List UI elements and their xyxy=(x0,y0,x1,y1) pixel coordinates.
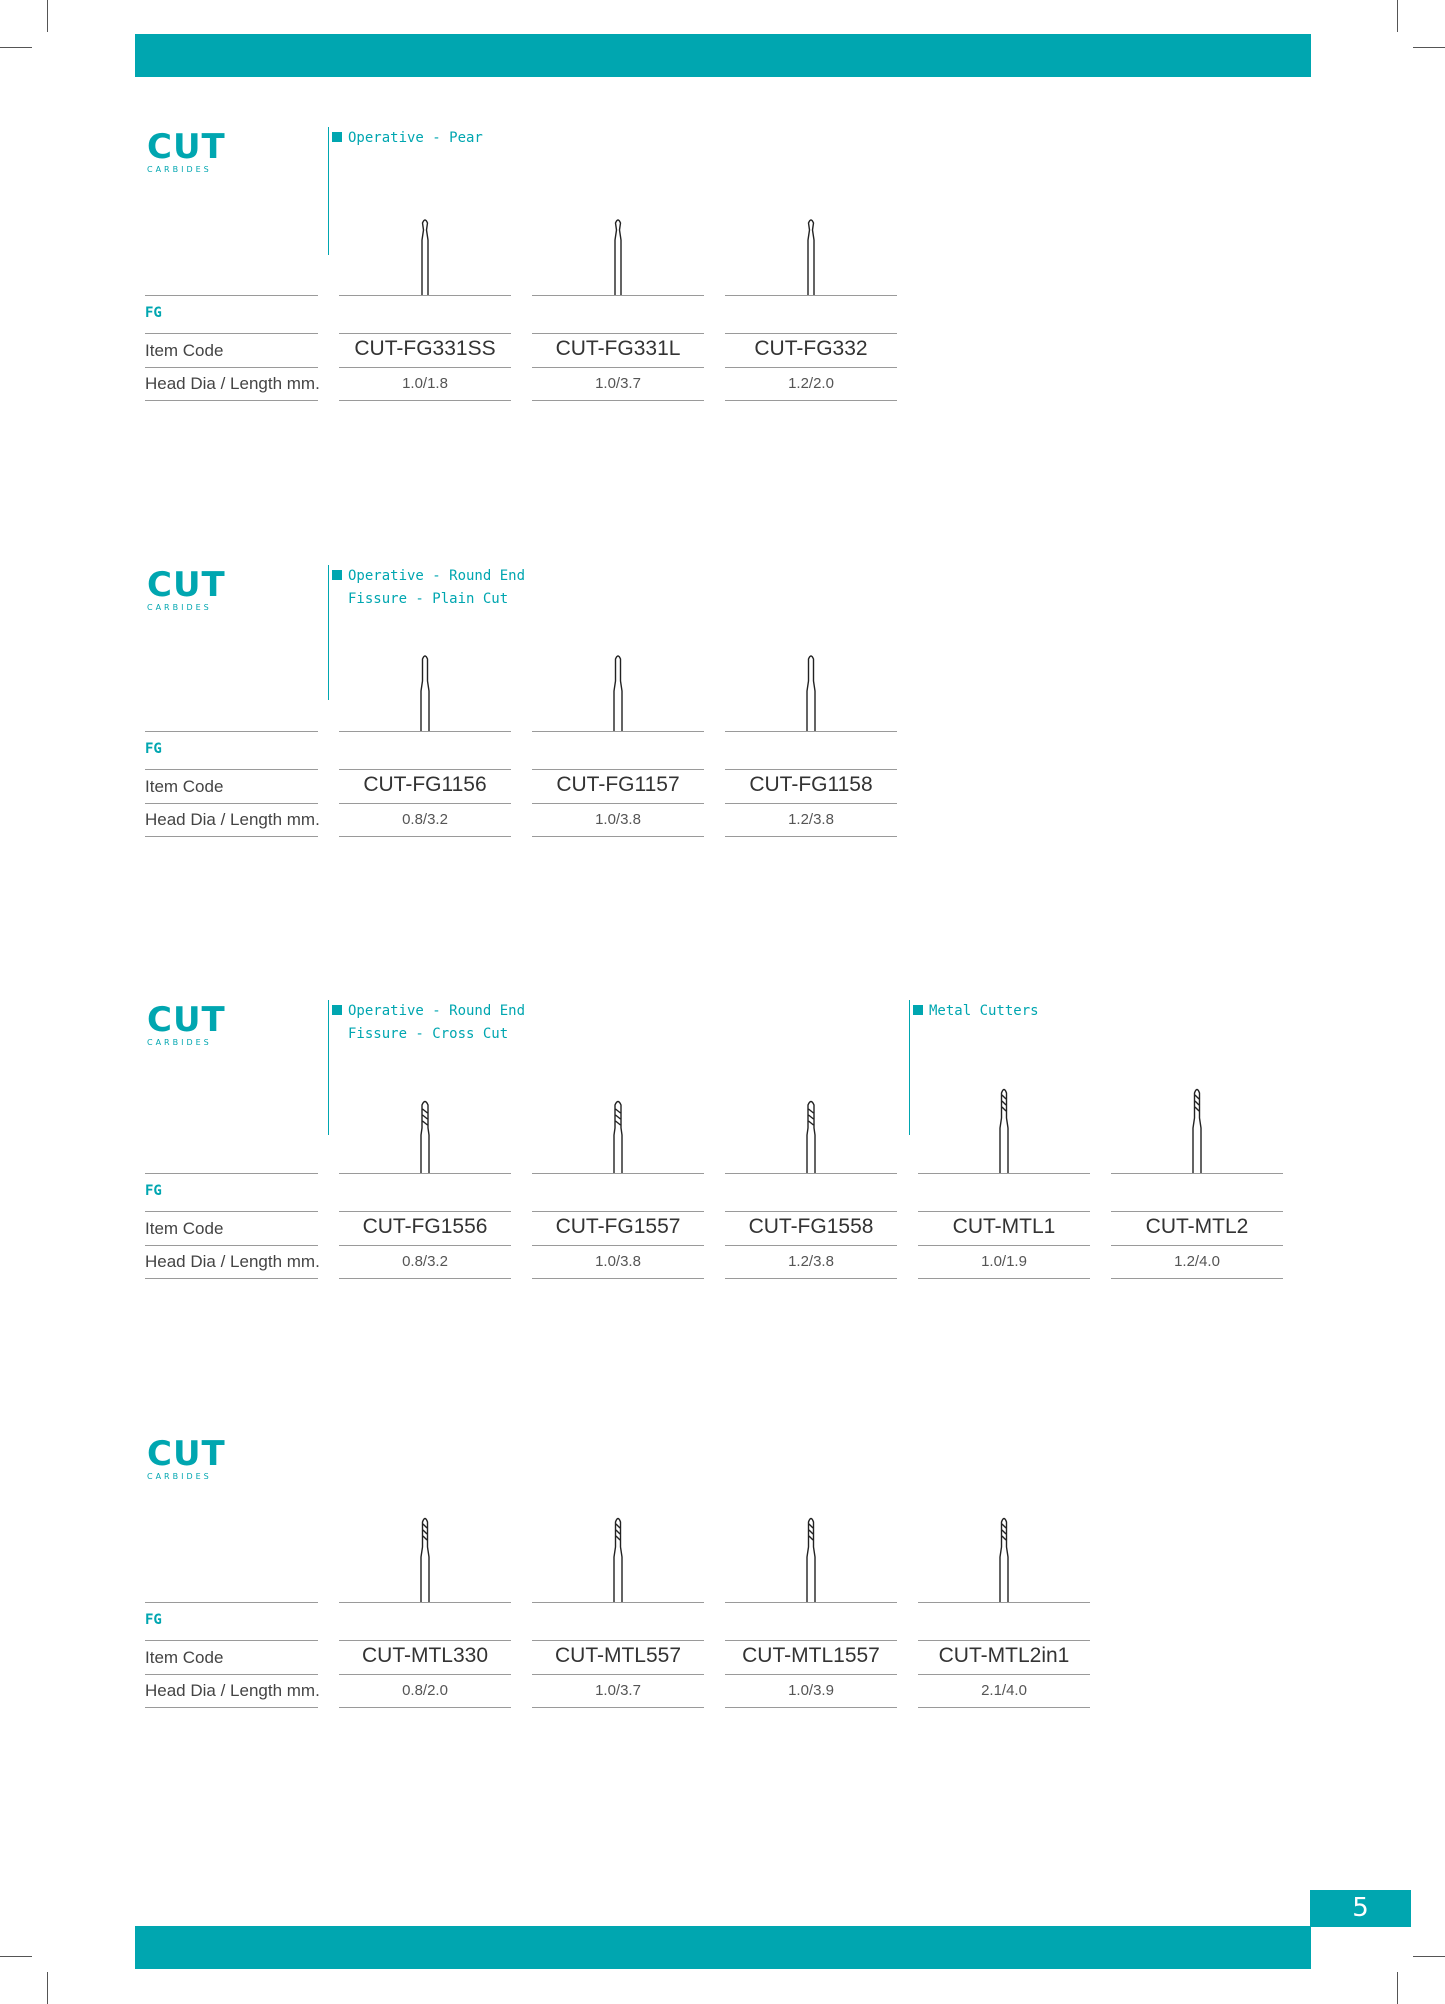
item-code-label: Item Code xyxy=(145,1219,224,1238)
category-divider xyxy=(909,1000,910,1135)
product-rule xyxy=(532,836,704,837)
crop-mark xyxy=(0,47,32,48)
cross-cut-bur-icon xyxy=(801,1073,821,1173)
logo-subtitle: CARBIDES xyxy=(147,603,212,612)
category-line xyxy=(332,1000,525,1023)
product-rule xyxy=(1111,1173,1283,1174)
item-code: CUT-FG1558 xyxy=(748,1215,874,1238)
product-rule xyxy=(725,400,897,401)
fg-label: FG xyxy=(145,1183,162,1199)
product-rule xyxy=(918,1278,1090,1279)
product-illustration xyxy=(725,1073,897,1173)
product-rule xyxy=(725,1173,897,1174)
item-code-label: Item Code xyxy=(145,777,224,796)
category-line xyxy=(913,1000,1039,1023)
product-illustration xyxy=(725,195,897,295)
label-rule xyxy=(145,1211,318,1212)
crop-mark xyxy=(47,0,48,32)
category-line xyxy=(332,588,525,611)
product-rule xyxy=(725,1211,897,1212)
product-rule xyxy=(339,1211,511,1212)
label-rule xyxy=(145,295,318,296)
crop-mark xyxy=(0,1956,32,1957)
product-rule xyxy=(918,1707,1090,1708)
head-dia-length: 0.8/3.2 xyxy=(402,811,448,828)
head-dia-length: 1.0/1.9 xyxy=(981,1253,1027,1270)
logo xyxy=(147,1000,226,1047)
logo-subtitle: CARBIDES xyxy=(147,1472,212,1481)
head-dia-length: 1.0/1.8 xyxy=(402,375,448,392)
product-rule xyxy=(725,1707,897,1708)
category-marker-icon xyxy=(332,1005,342,1015)
product-rule xyxy=(339,333,511,334)
metal-cutter-bur-icon xyxy=(994,1502,1014,1602)
metal-cutter-bur-icon xyxy=(994,1073,1014,1173)
logo-wordmark: CUT xyxy=(147,127,226,167)
label-rule xyxy=(145,1278,318,1279)
item-code: CUT-MTL330 xyxy=(361,1644,489,1667)
logo xyxy=(147,1434,226,1481)
head-dia-length: 1.2/4.0 xyxy=(1174,1253,1220,1270)
product-illustration xyxy=(725,631,897,731)
product-rule xyxy=(532,1211,704,1212)
label-rule xyxy=(145,1173,318,1174)
category-label xyxy=(332,565,525,611)
product-rule xyxy=(725,803,897,804)
head-dia-length: 1.0/3.7 xyxy=(595,375,641,392)
page-number: 5 xyxy=(1310,1890,1411,1927)
product-rule xyxy=(532,1707,704,1708)
item-code: CUT-MTL2 xyxy=(1145,1215,1249,1238)
item-code: CUT-FG331SS xyxy=(354,337,496,360)
product-illustration xyxy=(532,1502,704,1602)
category-marker-icon xyxy=(913,1005,923,1015)
label-rule xyxy=(145,333,318,334)
cross-cut-bur-icon xyxy=(415,1073,435,1173)
product-rule xyxy=(532,1173,704,1174)
crop-mark xyxy=(1397,1972,1398,2004)
item-code: CUT-FG332 xyxy=(754,337,868,360)
product-illustration xyxy=(918,1502,1090,1602)
metal-cutter-bur-icon xyxy=(415,1502,435,1602)
product-rule xyxy=(339,1707,511,1708)
item-code-label: Item Code xyxy=(145,341,224,360)
label-rule xyxy=(145,803,318,804)
product-rule xyxy=(725,731,897,732)
product-rule xyxy=(339,803,511,804)
label-rule xyxy=(145,1602,318,1603)
head-dia-length: 0.8/3.2 xyxy=(402,1253,448,1270)
head-dia-length: 1.2/3.8 xyxy=(788,1253,834,1270)
product-rule xyxy=(339,367,511,368)
category-label xyxy=(913,1000,1039,1023)
product-illustration xyxy=(1111,1073,1283,1173)
pear-bur-icon xyxy=(608,195,628,295)
product-rule xyxy=(725,295,897,296)
product-rule xyxy=(339,1674,511,1675)
product-rule xyxy=(339,1278,511,1279)
product-rule xyxy=(339,295,511,296)
product-rule xyxy=(725,333,897,334)
head-dia-length: 1.0/3.8 xyxy=(595,1253,641,1270)
pear-bur-icon xyxy=(801,195,821,295)
item-code: CUT-MTL1 xyxy=(952,1215,1056,1238)
product-rule xyxy=(532,803,704,804)
head-dia-label: Head Dia / Length mm. xyxy=(145,1252,320,1271)
product-rule xyxy=(339,836,511,837)
label-rule xyxy=(145,400,318,401)
item-code: CUT-MTL1557 xyxy=(742,1644,880,1667)
bottom-accent-bar xyxy=(135,1926,1311,1969)
category-text: Operative - Round End xyxy=(348,568,526,584)
fg-label: FG xyxy=(145,741,162,757)
product-illustration xyxy=(532,631,704,731)
item-code: CUT-MTL2in1 xyxy=(938,1644,1070,1667)
product-rule xyxy=(532,731,704,732)
product-rule xyxy=(725,1674,897,1675)
head-dia-length: 1.0/3.9 xyxy=(788,1682,834,1699)
logo-subtitle: CARBIDES xyxy=(147,1038,212,1047)
product-rule xyxy=(725,367,897,368)
category-line xyxy=(332,1023,525,1046)
head-dia-label: Head Dia / Length mm. xyxy=(145,374,320,393)
product-rule xyxy=(532,333,704,334)
head-dia-length: 1.2/3.8 xyxy=(788,811,834,828)
label-rule xyxy=(145,1674,318,1675)
head-dia-length: 0.8/2.0 xyxy=(402,1682,448,1699)
category-divider xyxy=(328,565,329,700)
category-text: Fissure - Plain Cut xyxy=(348,591,509,607)
item-code: CUT-FG331L xyxy=(555,337,681,360)
product-rule xyxy=(1111,1211,1283,1212)
product-rule xyxy=(1111,1278,1283,1279)
item-code: CUT-FG1557 xyxy=(555,1215,681,1238)
product-rule xyxy=(532,1674,704,1675)
fissure-bur-icon xyxy=(608,631,628,731)
product-rule xyxy=(918,1173,1090,1174)
fissure-bur-icon xyxy=(801,631,821,731)
item-code: CUT-FG1157 xyxy=(556,773,680,796)
category-marker-icon xyxy=(332,570,342,580)
item-code: CUT-MTL557 xyxy=(554,1644,682,1667)
product-illustration xyxy=(532,195,704,295)
category-text: Operative - Round End xyxy=(348,1003,526,1019)
head-dia-label: Head Dia / Length mm. xyxy=(145,1681,320,1700)
product-rule xyxy=(339,1640,511,1641)
product-illustration xyxy=(339,1502,511,1602)
product-rule xyxy=(339,731,511,732)
product-illustration xyxy=(339,195,511,295)
crop-mark xyxy=(1397,0,1398,32)
product-illustration xyxy=(532,1073,704,1173)
logo xyxy=(147,127,226,174)
metal-cutter-bur-icon xyxy=(801,1502,821,1602)
metal-cutter-bur-icon xyxy=(1187,1073,1207,1173)
product-rule xyxy=(918,1640,1090,1641)
product-rule xyxy=(532,295,704,296)
logo-subtitle: CARBIDES xyxy=(147,165,212,174)
logo-wordmark: CUT xyxy=(147,1000,226,1040)
product-rule xyxy=(532,1640,704,1641)
product-illustration xyxy=(339,1073,511,1173)
product-rule xyxy=(918,1211,1090,1212)
fg-label: FG xyxy=(145,1612,162,1628)
product-rule xyxy=(725,1278,897,1279)
item-code-label: Item Code xyxy=(145,1648,224,1667)
head-dia-label: Head Dia / Length mm. xyxy=(145,810,320,829)
product-rule xyxy=(725,769,897,770)
product-rule xyxy=(725,836,897,837)
product-rule xyxy=(1111,1245,1283,1246)
pear-bur-icon xyxy=(415,195,435,295)
product-rule xyxy=(339,1602,511,1603)
category-label xyxy=(332,1000,525,1046)
label-rule xyxy=(145,1640,318,1641)
item-code: CUT-FG1158 xyxy=(749,773,873,796)
product-rule xyxy=(339,400,511,401)
item-code: CUT-FG1556 xyxy=(362,1215,488,1238)
head-dia-length: 1.0/3.7 xyxy=(595,1682,641,1699)
category-marker-icon xyxy=(332,132,342,142)
product-rule xyxy=(532,1278,704,1279)
label-rule xyxy=(145,1245,318,1246)
head-dia-length: 1.2/2.0 xyxy=(788,375,834,392)
category-line xyxy=(332,565,525,588)
product-rule xyxy=(918,1602,1090,1603)
product-rule xyxy=(725,1245,897,1246)
product-rule xyxy=(339,1245,511,1246)
product-rule xyxy=(532,1245,704,1246)
product-rule xyxy=(725,1640,897,1641)
product-rule xyxy=(532,400,704,401)
product-illustration xyxy=(918,1073,1090,1173)
product-illustration xyxy=(725,1502,897,1602)
crop-mark xyxy=(1413,1956,1445,1957)
top-accent-bar xyxy=(135,34,1311,77)
category-text: Metal Cutters xyxy=(929,1003,1039,1019)
category-label xyxy=(332,127,483,150)
head-dia-length: 2.1/4.0 xyxy=(981,1682,1027,1699)
logo-wordmark: CUT xyxy=(147,565,226,605)
metal-cutter-bur-icon xyxy=(608,1502,628,1602)
label-rule xyxy=(145,836,318,837)
head-dia-length: 1.0/3.8 xyxy=(595,811,641,828)
product-illustration xyxy=(339,631,511,731)
label-rule xyxy=(145,731,318,732)
product-rule xyxy=(339,769,511,770)
fg-label: FG xyxy=(145,305,162,321)
logo xyxy=(147,565,226,612)
product-rule xyxy=(725,1602,897,1603)
category-line xyxy=(332,127,483,150)
product-rule xyxy=(532,1602,704,1603)
category-divider xyxy=(328,127,329,255)
category-text: Fissure - Cross Cut xyxy=(348,1026,509,1042)
product-rule xyxy=(918,1674,1090,1675)
item-code: CUT-FG1156 xyxy=(363,773,487,796)
category-divider xyxy=(328,1000,329,1135)
label-rule xyxy=(145,1707,318,1708)
label-rule xyxy=(145,769,318,770)
product-rule xyxy=(918,1245,1090,1246)
category-text: Operative - Pear xyxy=(348,130,483,146)
fissure-bur-icon xyxy=(415,631,435,731)
product-rule xyxy=(339,1173,511,1174)
product-rule xyxy=(532,367,704,368)
product-rule xyxy=(532,769,704,770)
label-rule xyxy=(145,367,318,368)
logo-wordmark: CUT xyxy=(147,1434,226,1474)
crop-mark xyxy=(1413,47,1445,48)
crop-mark xyxy=(47,1972,48,2004)
cross-cut-bur-icon xyxy=(608,1073,628,1173)
